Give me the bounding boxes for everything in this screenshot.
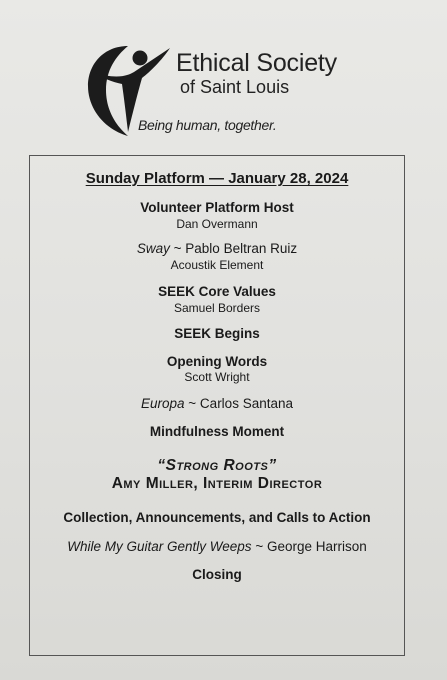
opening-heading: Opening Words	[166, 354, 268, 369]
seek-values-name: Samuel Borders	[173, 301, 261, 315]
opening-name: Scott Wright	[184, 370, 250, 384]
collection: Collection, Announcements, and Calls to Action	[63, 510, 371, 525]
song3-line	[30, 539, 404, 554]
song2-title: Europa	[140, 396, 185, 411]
talk-speaker: Amy Miller, Interim Director	[111, 475, 323, 492]
song1-line	[30, 241, 404, 256]
song1-performer: Acoustik Element	[170, 258, 264, 272]
closing: Closing	[192, 567, 242, 582]
org-subtitle: of Saint Louis	[180, 77, 290, 97]
song2-line	[30, 396, 404, 411]
host-name: Dan Overmann	[176, 217, 258, 231]
song1-artist: ~ Pablo Beltran Ruiz	[173, 241, 298, 256]
seek-values-heading: SEEK Core Values	[158, 284, 276, 299]
host-heading: Volunteer Platform Host	[140, 200, 294, 215]
program-box	[29, 155, 405, 656]
program-title: Sunday Platform — January 28, 2024	[85, 170, 349, 187]
seek-begins: SEEK Begins	[174, 326, 260, 341]
song3-artist: ~ George Harrison	[255, 539, 367, 554]
song3-title: While My Guitar Gently Weeps	[67, 539, 252, 554]
mindfulness: Mindfulness Moment	[149, 424, 285, 439]
song1-title: Sway	[136, 241, 170, 256]
talk-title: “Strong Roots”	[157, 457, 277, 474]
tagline: Being human, together.	[138, 117, 277, 133]
song2-artist: ~ Carlos Santana	[188, 396, 293, 411]
org-name: Ethical Society	[176, 49, 337, 77]
